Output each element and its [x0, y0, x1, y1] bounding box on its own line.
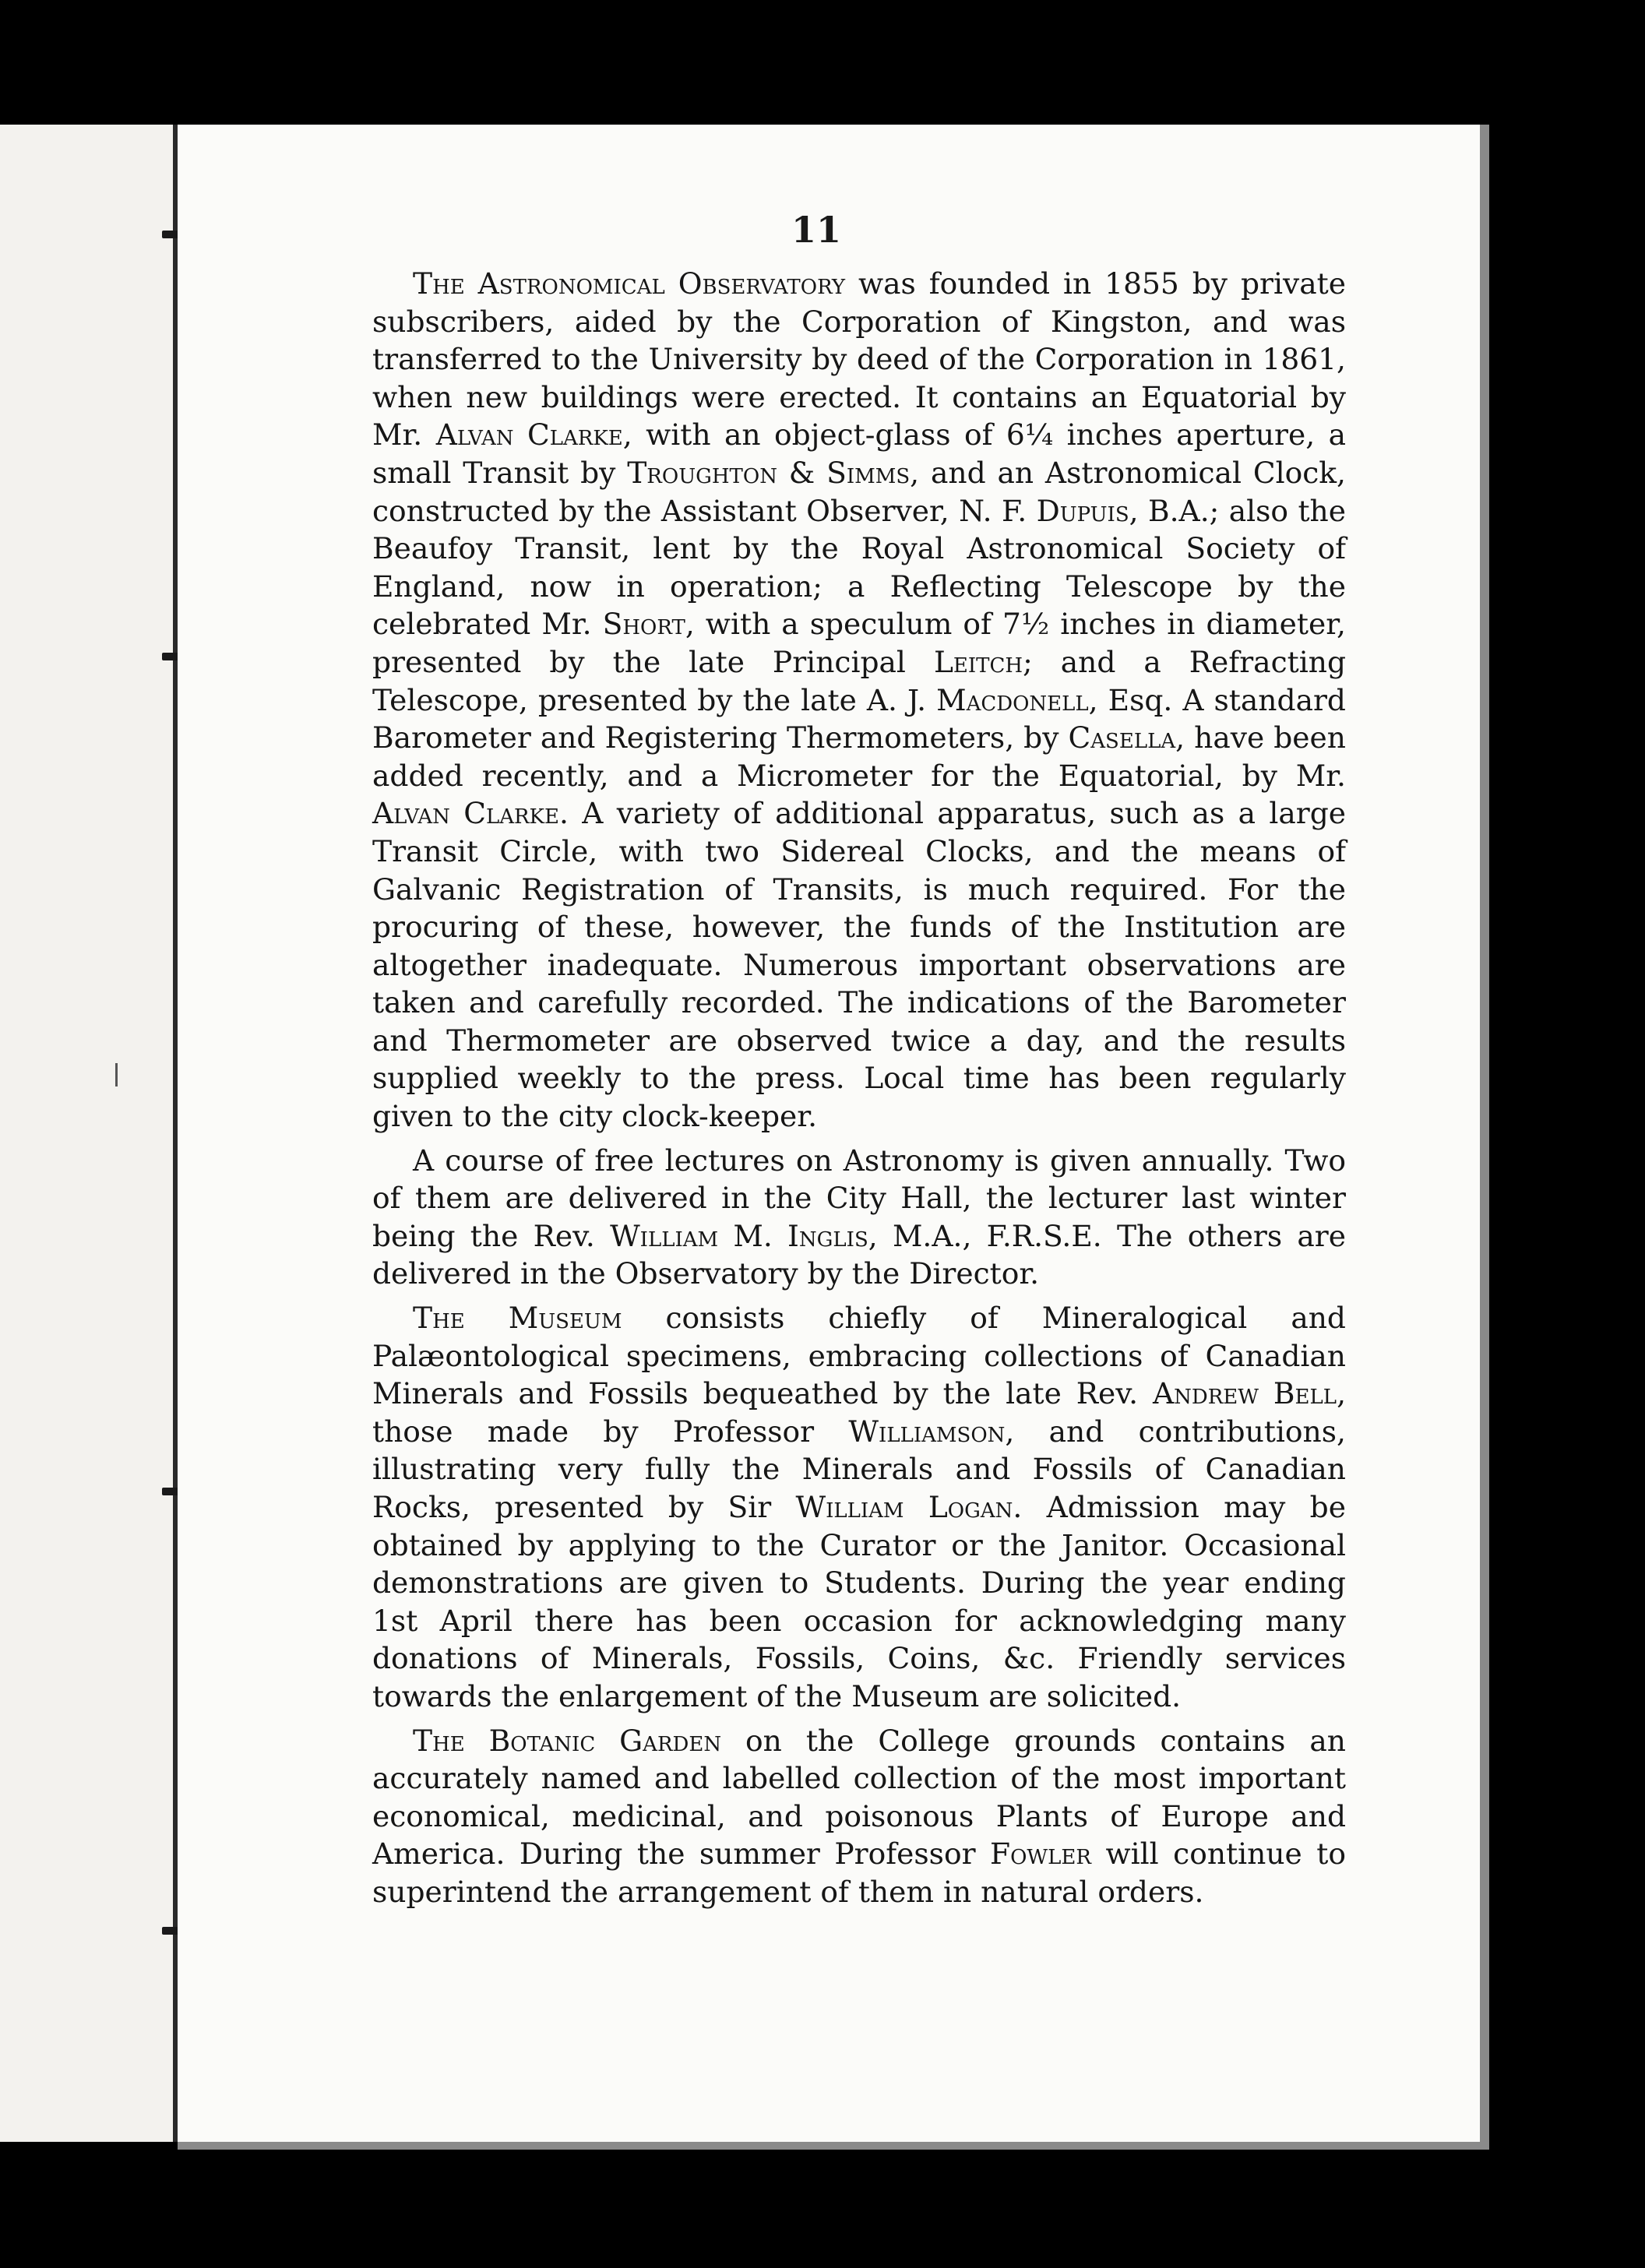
text-run: . Admission may be obtained by applying to the Curator or the Janitor. Occasional demonstrations are given to Students. During the year ending 1st April there has been occasion for acknowledging many donations of Minerals, Fossils, Coins, &c. Friendly services towards the enlargement of the Museum are solicited.: [372, 1490, 1346, 1713]
small-caps-name: William M. Inglis: [610, 1218, 868, 1253]
text-run: was founded in 1855 by private subscribers, aided by the Corporation of Kingston, and was transferred to the University by deed of the Corporation in 1861, when new buildings were erected. It contains an Equatorial by Mr.: [372, 266, 1346, 453]
stray-mark: [115, 1063, 118, 1086]
small-caps-name: Alvan Clarke: [435, 417, 623, 453]
small-caps-name: Casella: [1068, 720, 1176, 755]
small-caps-name: The Museum: [413, 1301, 622, 1336]
small-caps-name: Alvan Clarke: [372, 796, 559, 831]
document-page: [178, 125, 1480, 2142]
text-run: , and an Astronomical Clock, constructed by the Assistant Observer, N. F.: [372, 455, 1346, 528]
paragraph-lectures: [372, 1142, 1346, 1293]
text-run: . A variety of additional apparatus, such as a large Transit Circle, with two Sidereal Clocks, and the means of Galvanic Registration of Transits, is much required. For the procuring of these, however, the funds of the Institution are altogether inadequate. Numerous important observations are taken and carefully recorded. The indications of the Barometer and Thermometer are observed twice a day, and the results supplied weekly to the press. Local time has been regularly given to the city clock-keeper.: [372, 796, 1346, 1134]
text-run: will continue to superintend the arrangement of them in natural orders.: [372, 1837, 1346, 1909]
paragraph-botanic-garden: [372, 1722, 1346, 1911]
small-caps-name: Dupuis: [1036, 493, 1129, 528]
text-run: ; and a Refracting Telescope, presented by the late A. J.: [372, 644, 1346, 717]
previous-page-edge: [0, 125, 178, 2142]
small-caps-name: Macdonell: [936, 682, 1089, 717]
small-caps-name: Short: [602, 607, 685, 642]
text-run: A course of free lectures on Astronomy is given annually. Two of them are delivered in the City Hall, the lecturer last winter being the Rev.: [372, 1143, 1346, 1253]
page-shadow-right: [1480, 125, 1489, 2148]
text-run: , with an object-glass of 6¼ inches aperture, a small Transit by: [372, 417, 1347, 490]
small-caps-name: Williamson: [848, 1414, 1006, 1449]
text-run: , have been added recently, and a Micrometer for the Equatorial, by Mr.: [372, 720, 1346, 793]
text-run: , Esq. A standard Barometer and Registering Thermometers, by: [372, 682, 1346, 755]
small-caps-name: The Botanic Garden: [413, 1723, 722, 1758]
text-run: , with a speculum of 7½ inches in diameter, presented by the late Principal: [372, 607, 1346, 679]
small-caps-name: William Logan: [795, 1490, 1013, 1524]
body-text: [372, 265, 1346, 1918]
small-caps-name: Troughton & Simms: [627, 455, 911, 490]
text-run: , M.A., F.R.S.E. The others are delivered in the Observatory by the Director.: [372, 1218, 1346, 1291]
text-run: consists chiefly of Mineralogical and Palæontological specimens, embracing collections of Canadian Minerals and Fossils bequeathed by the late Rev.: [372, 1301, 1346, 1411]
small-caps-name: Leitch: [933, 644, 1023, 679]
small-caps-name: Fowler: [990, 1837, 1091, 1872]
page-shadow-bottom: [178, 2142, 1489, 2150]
page-number: 11: [791, 209, 841, 251]
small-caps-name: Andrew Bell: [1152, 1376, 1337, 1411]
text-run: on the College grounds contains an accurately named and labelled collection of the most important economical, medicinal, and poisonous Plants of Europe and America. During the summer Professor: [372, 1723, 1346, 1872]
text-run: , B.A.; also the Beaufoy Transit, lent by the Royal Astronomical Society of England, now in operation; a Reflecting Telescope by the celebrated Mr.: [372, 493, 1346, 642]
text-run: , and contributions, illustrating very fully the Minerals and Fossils of Canadian Rocks, presented by Sir: [372, 1414, 1346, 1524]
small-caps-name: The Astronomical Observatory: [413, 266, 846, 301]
paragraph-museum: [372, 1299, 1346, 1716]
text-run: , those made by Professor: [372, 1376, 1347, 1449]
paragraph-observatory: [372, 265, 1346, 1136]
